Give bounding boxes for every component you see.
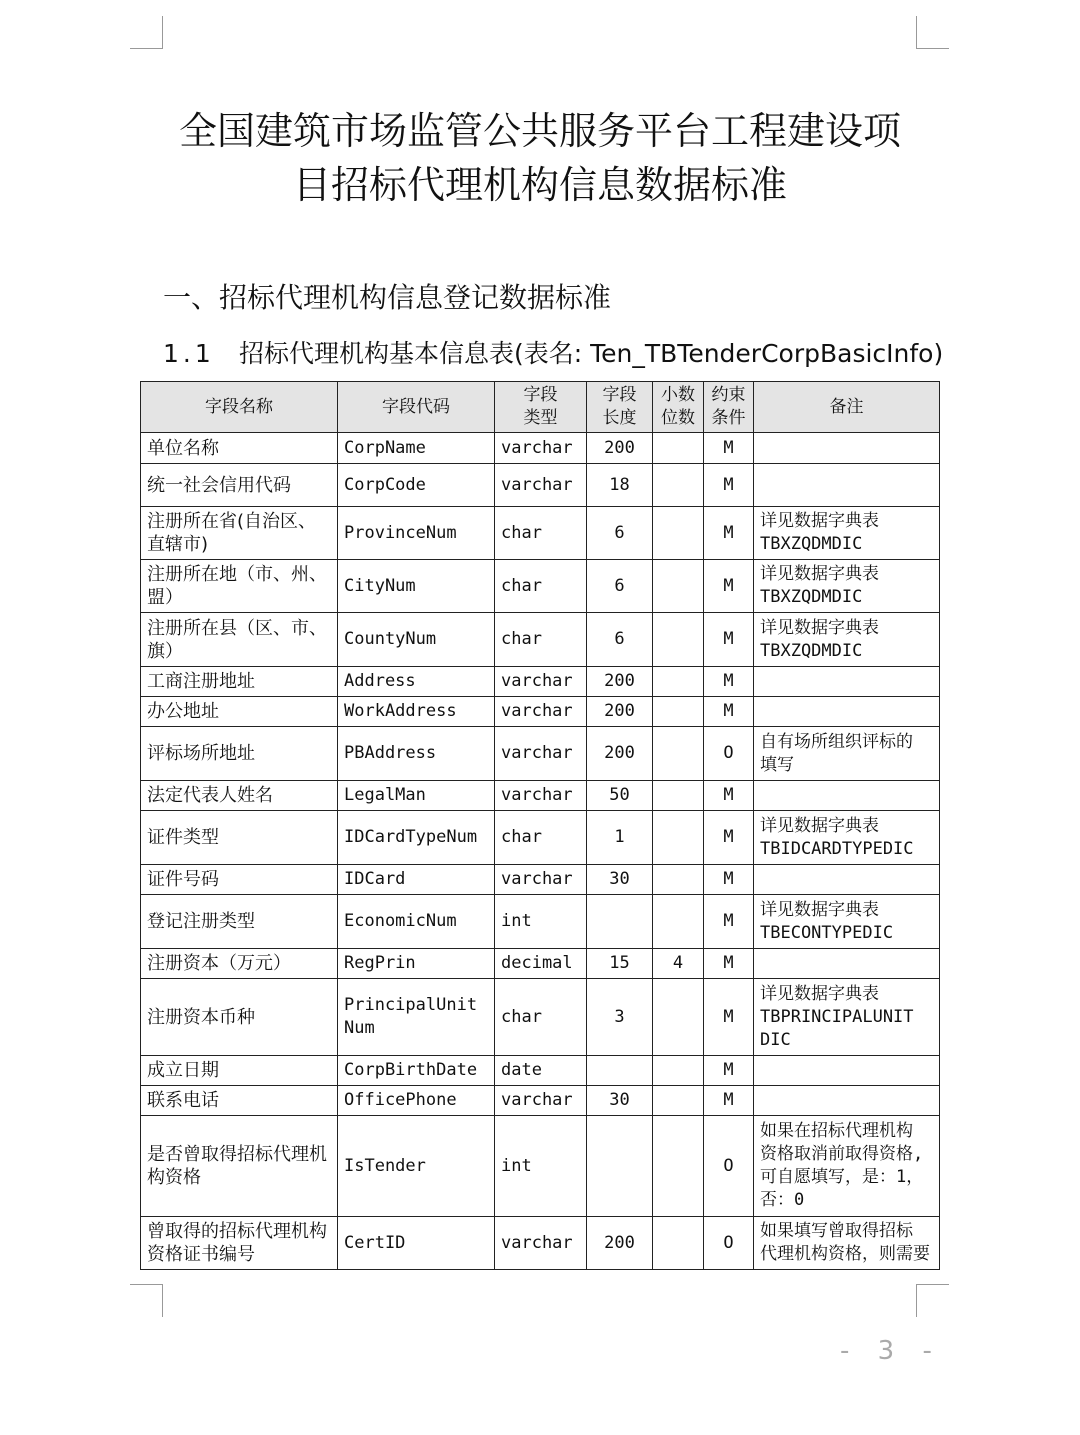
column-header: 字段名称 [141,382,338,433]
table-cell: 3 [587,979,653,1056]
table-cell [653,613,704,667]
table-cell: IDCard [338,865,495,895]
table-cell: 如果在招标代理机构 资格取消前取得资格, 可自愿填写，是：1， 否：0 [754,1116,940,1217]
table-cell [754,865,940,895]
table-cell [587,895,653,949]
table-row [141,613,940,667]
table-cell: 自有场所组织评标的 填写 [754,727,940,781]
table-cell: 详见数据字典表 TBECONTYPEDIC [754,895,940,949]
subsection-text: 招标代理机构基本信息表(表名: Ten_TBTenderCorpBasicInfo) [239,339,944,368]
table-row [141,1116,940,1217]
table-cell [754,949,940,979]
table-cell: 证件类型 [141,811,338,865]
table-cell: M [704,464,754,507]
table-row [141,1217,940,1270]
table-cell: 6 [587,613,653,667]
title-line: 目招标代理机构信息数据标准 [292,163,787,207]
table-cell: 是否曾取得招标代理机构资格 [141,1116,338,1217]
table-cell [653,781,704,811]
table-cell: 4 [653,949,704,979]
table-cell: IDCardTypeNum [338,811,495,865]
table-cell: varchar [495,727,587,781]
table-cell [653,865,704,895]
table-cell: int [495,1116,587,1217]
table-cell: 6 [587,560,653,613]
table-cell: char [495,560,587,613]
table-cell [653,727,704,781]
column-header: 字段 类型 [495,382,587,433]
table-cell [754,1086,940,1116]
crop-mark [916,1284,949,1317]
table-cell: Address [338,667,495,697]
column-header: 字段代码 [338,382,495,433]
table-cell: M [704,1056,754,1086]
table-cell: 注册资本（万元） [141,949,338,979]
table-cell: M [704,433,754,464]
table-cell: 18 [587,464,653,507]
table-cell: 注册所在地（市、州、盟） [141,560,338,613]
document-title [0,104,1080,212]
table-cell: M [704,560,754,613]
table-cell [754,433,940,464]
table-row [141,895,940,949]
table-cell [653,1086,704,1116]
table-row [141,667,940,697]
table-cell: 详见数据字典表 TBXZQDMDIC [754,507,940,560]
table-cell: 200 [587,433,653,464]
table-cell [754,697,940,727]
table-cell: O [704,1217,754,1270]
table-cell: 注册所在省(自治区、直辖市) [141,507,338,560]
table-cell [754,1056,940,1086]
table-cell: 200 [587,1217,653,1270]
table-cell: M [704,507,754,560]
page-number: - 3 - [840,1336,942,1366]
table-cell: M [704,697,754,727]
table-row [141,1056,940,1086]
table-cell: 详见数据字典表 TBXZQDMDIC [754,613,940,667]
table-cell: varchar [495,1086,587,1116]
table-cell: 曾取得的招标代理机构资格证书编号 [141,1217,338,1270]
table-cell: varchar [495,667,587,697]
table-cell [754,464,940,507]
table-cell: varchar [495,433,587,464]
table-cell: PBAddress [338,727,495,781]
table-cell [653,811,704,865]
table-cell: date [495,1056,587,1086]
table-cell [587,1116,653,1217]
table-cell: CityNum [338,560,495,613]
table-cell: EconomicNum [338,895,495,949]
table-cell: 30 [587,865,653,895]
table-row [141,1086,940,1116]
table-cell: M [704,1086,754,1116]
table-cell: WorkAddress [338,697,495,727]
table-cell: M [704,949,754,979]
table-cell: varchar [495,697,587,727]
table-cell: 如果填写曾取得招标 代理机构资格，则需要 [754,1217,940,1270]
table-cell: 统一社会信用代码 [141,464,338,507]
table-row [141,811,940,865]
table-cell: 1 [587,811,653,865]
table-cell: decimal [495,949,587,979]
table-cell: 联系电话 [141,1086,338,1116]
table-row [141,949,940,979]
table-row [141,865,940,895]
title-line: 全国建筑市场监管公共服务平台工程建设项 [178,109,901,153]
table-cell: LegalMan [338,781,495,811]
section-heading: 一、招标代理机构信息登记数据标准 [163,281,612,314]
table-cell: 办公地址 [141,697,338,727]
table-row [141,979,940,1056]
table-row [141,433,940,464]
table-header [141,382,940,433]
table-cell: char [495,811,587,865]
table-row [141,560,940,613]
table-row [141,781,940,811]
table-cell: CorpCode [338,464,495,507]
table-cell [653,1056,704,1086]
table-cell: 工商注册地址 [141,667,338,697]
table-cell: 成立日期 [141,1056,338,1086]
crop-mark [130,1284,163,1317]
table-cell: 详见数据字典表 TBXZQDMDIC [754,560,940,613]
table-cell: 50 [587,781,653,811]
table-cell: 注册资本币种 [141,979,338,1056]
table-cell: 详见数据字典表 TBPRINCIPALUNIT DIC [754,979,940,1056]
table-cell [653,697,704,727]
table-cell [653,667,704,697]
table-row [141,727,940,781]
table-cell: IsTender [338,1116,495,1217]
table-cell [653,895,704,949]
table-cell: 6 [587,507,653,560]
table-cell [653,1116,704,1217]
table-cell: M [704,781,754,811]
table-cell: 评标场所地址 [141,727,338,781]
column-header: 字段 长度 [587,382,653,433]
table-cell [653,433,704,464]
table-cell: varchar [495,865,587,895]
table-row [141,464,940,507]
table-cell: 注册所在县（区、市、旗） [141,613,338,667]
table-cell: CorpBirthDate [338,1056,495,1086]
table-cell [587,1056,653,1086]
table-cell [754,667,940,697]
subsection-number: 1.1 [163,339,215,368]
table-cell: CorpName [338,433,495,464]
table-cell: varchar [495,464,587,507]
column-header: 备注 [754,382,940,433]
table-cell: O [704,1116,754,1217]
table-cell: varchar [495,781,587,811]
table-cell: 200 [587,667,653,697]
table-cell: O [704,727,754,781]
table-cell: 登记注册类型 [141,895,338,949]
table-cell [653,507,704,560]
table-cell: char [495,507,587,560]
table-cell [653,464,704,507]
table-cell [754,781,940,811]
field-table [140,381,940,1270]
table-cell: M [704,979,754,1056]
table-cell: M [704,667,754,697]
table-row [141,507,940,560]
table-cell: ProvinceNum [338,507,495,560]
table-cell: 法定代表人姓名 [141,781,338,811]
table-cell: 详见数据字典表 TBIDCARDTYPEDIC [754,811,940,865]
column-header: 约束 条件 [704,382,754,433]
table-cell: M [704,895,754,949]
table-row [141,697,940,727]
table-cell: 15 [587,949,653,979]
table-cell: varchar [495,1217,587,1270]
table-cell [653,1217,704,1270]
table-cell: OfficePhone [338,1086,495,1116]
crop-mark [130,16,163,49]
table-cell: CountyNum [338,613,495,667]
table-cell [653,979,704,1056]
table-cell: 30 [587,1086,653,1116]
crop-mark [916,16,949,49]
table-cell: 200 [587,727,653,781]
table-cell: M [704,613,754,667]
table-cell: 200 [587,697,653,727]
table-cell: M [704,865,754,895]
table-cell: 单位名称 [141,433,338,464]
table-cell: M [704,811,754,865]
table-cell [653,560,704,613]
table-cell: 证件号码 [141,865,338,895]
subsection-heading [163,334,943,370]
table-cell: char [495,613,587,667]
table-cell: RegPrin [338,949,495,979]
table-cell: CertID [338,1217,495,1270]
table-cell: int [495,895,587,949]
table-cell: PrincipalUnit Num [338,979,495,1056]
column-header: 小数 位数 [653,382,704,433]
table-cell: char [495,979,587,1056]
